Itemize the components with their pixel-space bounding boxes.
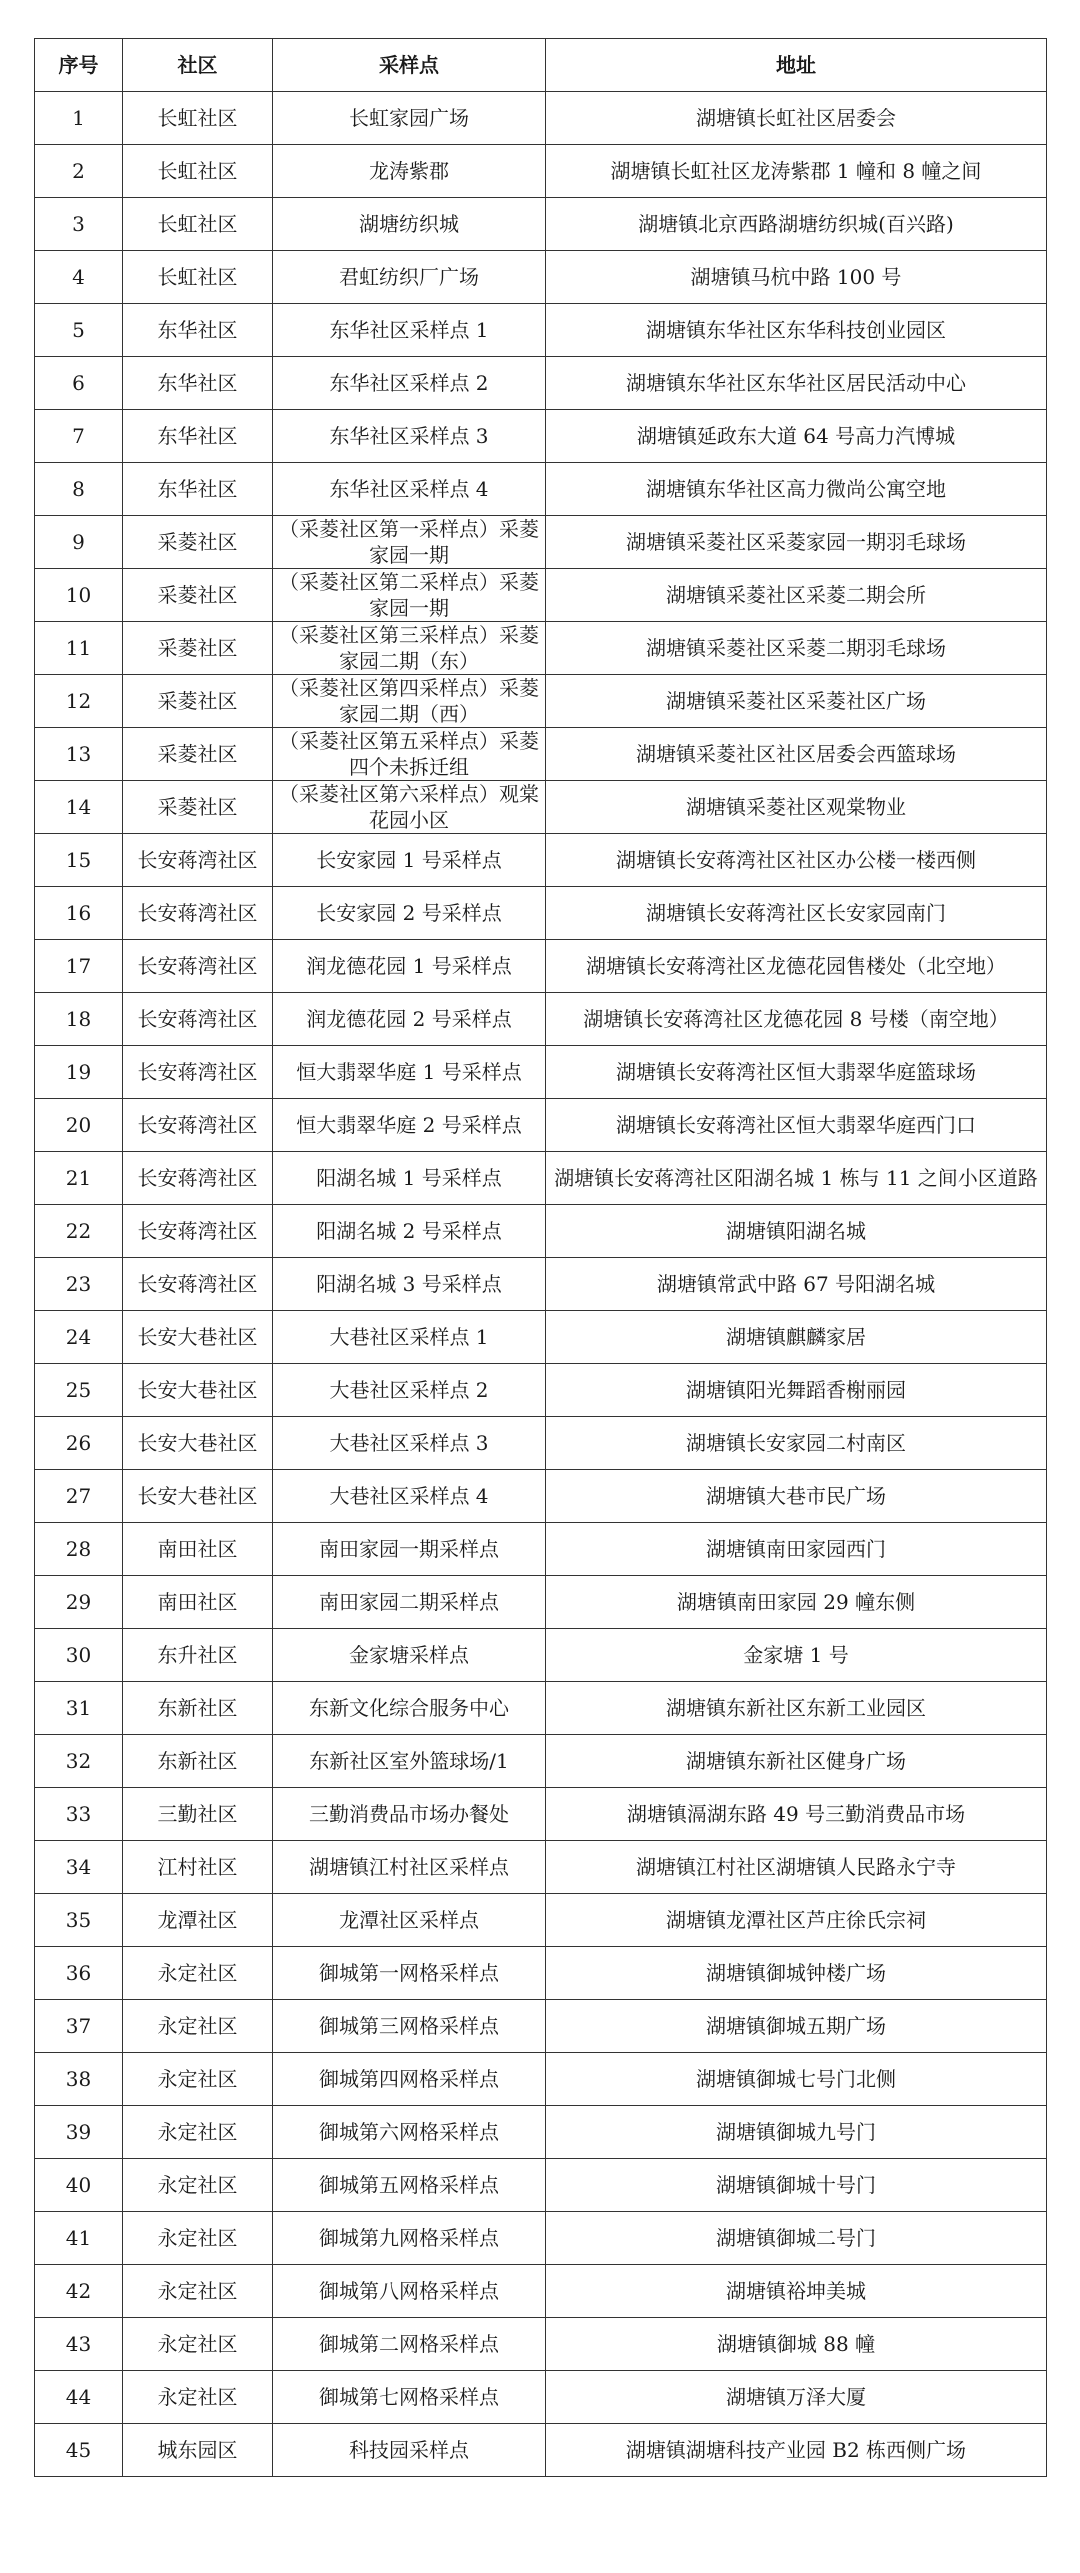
cell-index: 2 <box>35 145 123 198</box>
cell-address: 湖塘镇采菱社区采菱二期羽毛球场 <box>546 622 1047 675</box>
cell-community: 东华社区 <box>123 357 273 410</box>
cell-sampling-point: 东华社区采样点 1 <box>273 304 546 357</box>
cell-community: 龙潭社区 <box>123 1894 273 1947</box>
cell-index: 25 <box>35 1364 123 1417</box>
table-row <box>35 463 1047 516</box>
cell-index: 14 <box>35 781 123 834</box>
cell-index: 40 <box>35 2159 123 2212</box>
cell-address: 金家塘 1 号 <box>546 1629 1047 1682</box>
cell-index: 38 <box>35 2053 123 2106</box>
cell-community: 长安大巷社区 <box>123 1417 273 1470</box>
cell-community: 永定社区 <box>123 2000 273 2053</box>
cell-address: 湖塘镇长安蒋湾社区龙德花园售楼处（北空地） <box>546 940 1047 993</box>
cell-sampling-point: （采菱社区第二采样点）采菱家园一期 <box>273 569 546 622</box>
table-row <box>35 2053 1047 2106</box>
cell-index: 17 <box>35 940 123 993</box>
cell-address: 湖塘镇裕坤美城 <box>546 2265 1047 2318</box>
table-row <box>35 145 1047 198</box>
cell-index: 33 <box>35 1788 123 1841</box>
cell-address: 湖塘镇长虹社区居委会 <box>546 92 1047 145</box>
cell-sampling-point: （采菱社区第三采样点）采菱家园二期（东） <box>273 622 546 675</box>
cell-address: 湖塘镇龙潭社区芦庄徐氏宗祠 <box>546 1894 1047 1947</box>
cell-address: 湖塘镇江村社区湖塘镇人民路永宁寺 <box>546 1841 1047 1894</box>
cell-sampling-point: （采菱社区第一采样点）采菱家园一期 <box>273 516 546 569</box>
cell-index: 9 <box>35 516 123 569</box>
cell-index: 21 <box>35 1152 123 1205</box>
cell-address: 湖塘镇御城九号门 <box>546 2106 1047 2159</box>
cell-community: 采菱社区 <box>123 516 273 569</box>
table-row <box>35 304 1047 357</box>
cell-sampling-point: 大巷社区采样点 1 <box>273 1311 546 1364</box>
cell-community: 长安蒋湾社区 <box>123 1099 273 1152</box>
table-body <box>35 92 1047 2477</box>
cell-address: 湖塘镇阳光舞蹈香榭丽园 <box>546 1364 1047 1417</box>
cell-sampling-point: 南田家园二期采样点 <box>273 1576 546 1629</box>
cell-community: 永定社区 <box>123 2265 273 2318</box>
cell-index: 27 <box>35 1470 123 1523</box>
cell-community: 永定社区 <box>123 2318 273 2371</box>
cell-index: 44 <box>35 2371 123 2424</box>
cell-community: 长安蒋湾社区 <box>123 1258 273 1311</box>
cell-address: 湖塘镇采菱社区采菱社区广场 <box>546 675 1047 728</box>
table-row <box>35 251 1047 304</box>
table-row <box>35 569 1047 622</box>
cell-address: 湖塘镇东新社区东新工业园区 <box>546 1682 1047 1735</box>
cell-index: 23 <box>35 1258 123 1311</box>
cell-community: 长安蒋湾社区 <box>123 993 273 1046</box>
header-community: 社区 <box>123 39 273 92</box>
cell-sampling-point: 大巷社区采样点 3 <box>273 1417 546 1470</box>
table-row <box>35 622 1047 675</box>
cell-community: 东新社区 <box>123 1682 273 1735</box>
cell-address: 湖塘镇采菱社区采菱家园一期羽毛球场 <box>546 516 1047 569</box>
table-row <box>35 2371 1047 2424</box>
table-row <box>35 2106 1047 2159</box>
cell-index: 36 <box>35 1947 123 2000</box>
cell-community: 采菱社区 <box>123 675 273 728</box>
cell-address: 湖塘镇御城 88 幢 <box>546 2318 1047 2371</box>
cell-sampling-point: （采菱社区第六采样点）观棠花园小区 <box>273 781 546 834</box>
table-row <box>35 1311 1047 1364</box>
table-header-row <box>35 39 1047 92</box>
cell-sampling-point: 长虹家园广场 <box>273 92 546 145</box>
cell-community: 东升社区 <box>123 1629 273 1682</box>
cell-index: 20 <box>35 1099 123 1152</box>
cell-sampling-point: 御城第二网格采样点 <box>273 2318 546 2371</box>
cell-community: 东华社区 <box>123 410 273 463</box>
cell-sampling-point: 御城第六网格采样点 <box>273 2106 546 2159</box>
cell-index: 26 <box>35 1417 123 1470</box>
cell-sampling-point: 龙潭社区采样点 <box>273 1894 546 1947</box>
cell-community: 永定社区 <box>123 1947 273 2000</box>
cell-address: 湖塘镇东华社区东华科技创业园区 <box>546 304 1047 357</box>
table-row <box>35 198 1047 251</box>
table-row <box>35 1046 1047 1099</box>
cell-community: 长安蒋湾社区 <box>123 940 273 993</box>
cell-address: 湖塘镇麒麟家居 <box>546 1311 1047 1364</box>
cell-community: 长安蒋湾社区 <box>123 1205 273 1258</box>
cell-address: 湖塘镇长安蒋湾社区阳湖名城 1 栋与 11 之间小区道路 <box>546 1152 1047 1205</box>
cell-index: 12 <box>35 675 123 728</box>
cell-sampling-point: 湖塘镇江村社区采样点 <box>273 1841 546 1894</box>
cell-index: 6 <box>35 357 123 410</box>
cell-address: 湖塘镇御城二号门 <box>546 2212 1047 2265</box>
cell-sampling-point: 御城第五网格采样点 <box>273 2159 546 2212</box>
table-row <box>35 1841 1047 1894</box>
cell-index: 1 <box>35 92 123 145</box>
table-row <box>35 1258 1047 1311</box>
cell-index: 39 <box>35 2106 123 2159</box>
cell-address: 湖塘镇万泽大厦 <box>546 2371 1047 2424</box>
cell-sampling-point: 东华社区采样点 2 <box>273 357 546 410</box>
cell-community: 采菱社区 <box>123 622 273 675</box>
cell-sampling-point: 东华社区采样点 3 <box>273 410 546 463</box>
cell-address: 湖塘镇长安蒋湾社区龙德花园 8 号楼（南空地） <box>546 993 1047 1046</box>
cell-address: 湖塘镇御城五期广场 <box>546 2000 1047 2053</box>
cell-address: 湖塘镇北京西路湖塘纺织城(百兴路) <box>546 198 1047 251</box>
cell-address: 湖塘镇滆湖东路 49 号三勤消费品市场 <box>546 1788 1047 1841</box>
cell-sampling-point: 御城第一网格采样点 <box>273 1947 546 2000</box>
cell-sampling-point: 阳湖名城 1 号采样点 <box>273 1152 546 1205</box>
cell-index: 43 <box>35 2318 123 2371</box>
table-row <box>35 1470 1047 1523</box>
cell-community: 长虹社区 <box>123 145 273 198</box>
cell-community: 采菱社区 <box>123 569 273 622</box>
header-address: 地址 <box>546 39 1047 92</box>
table-row <box>35 1205 1047 1258</box>
cell-sampling-point: 湖塘纺织城 <box>273 198 546 251</box>
cell-sampling-point: 龙涛紫郡 <box>273 145 546 198</box>
table-row <box>35 1947 1047 2000</box>
cell-address: 湖塘镇常武中路 67 号阳湖名城 <box>546 1258 1047 1311</box>
cell-index: 31 <box>35 1682 123 1735</box>
cell-address: 湖塘镇南田家园 29 幢东侧 <box>546 1576 1047 1629</box>
cell-sampling-point: （采菱社区第五采样点）采菱四个未拆迁组 <box>273 728 546 781</box>
cell-index: 42 <box>35 2265 123 2318</box>
table-row <box>35 2159 1047 2212</box>
cell-index: 10 <box>35 569 123 622</box>
table-row <box>35 1788 1047 1841</box>
cell-community: 三勤社区 <box>123 1788 273 1841</box>
table-row <box>35 940 1047 993</box>
cell-sampling-point: 大巷社区采样点 4 <box>273 1470 546 1523</box>
table-row <box>35 781 1047 834</box>
table-row <box>35 1417 1047 1470</box>
cell-index: 32 <box>35 1735 123 1788</box>
cell-index: 41 <box>35 2212 123 2265</box>
cell-address: 湖塘镇长虹社区龙涛紫郡 1 幢和 8 幢之间 <box>546 145 1047 198</box>
table-row <box>35 887 1047 940</box>
cell-community: 城东园区 <box>123 2424 273 2477</box>
cell-community: 长安大巷社区 <box>123 1470 273 1523</box>
cell-sampling-point: （采菱社区第四采样点）采菱家园二期（西） <box>273 675 546 728</box>
cell-community: 南田社区 <box>123 1523 273 1576</box>
table-row <box>35 2000 1047 2053</box>
cell-community: 永定社区 <box>123 2212 273 2265</box>
cell-community: 永定社区 <box>123 2371 273 2424</box>
cell-address: 湖塘镇长安蒋湾社区长安家园南门 <box>546 887 1047 940</box>
cell-community: 江村社区 <box>123 1841 273 1894</box>
cell-address: 湖塘镇阳湖名城 <box>546 1205 1047 1258</box>
cell-community: 长虹社区 <box>123 198 273 251</box>
cell-community: 长虹社区 <box>123 92 273 145</box>
cell-community: 长安蒋湾社区 <box>123 1046 273 1099</box>
cell-sampling-point: 君虹纺织厂广场 <box>273 251 546 304</box>
cell-address: 湖塘镇御城十号门 <box>546 2159 1047 2212</box>
cell-address: 湖塘镇东新社区健身广场 <box>546 1735 1047 1788</box>
cell-sampling-point: 恒大翡翠华庭 2 号采样点 <box>273 1099 546 1152</box>
cell-community: 长虹社区 <box>123 251 273 304</box>
cell-address: 湖塘镇湖塘科技产业园 B2 栋西侧广场 <box>546 2424 1047 2477</box>
cell-index: 15 <box>35 834 123 887</box>
sampling-sites-table <box>34 38 1047 2477</box>
cell-community: 长安蒋湾社区 <box>123 1152 273 1205</box>
header-index: 序号 <box>35 39 123 92</box>
cell-community: 采菱社区 <box>123 728 273 781</box>
cell-community: 永定社区 <box>123 2159 273 2212</box>
cell-sampling-point: 御城第三网格采样点 <box>273 2000 546 2053</box>
table-row <box>35 2424 1047 2477</box>
table-row <box>35 1735 1047 1788</box>
table-row <box>35 92 1047 145</box>
cell-community: 长安大巷社区 <box>123 1364 273 1417</box>
cell-sampling-point: 阳湖名城 3 号采样点 <box>273 1258 546 1311</box>
cell-index: 18 <box>35 993 123 1046</box>
cell-sampling-point: 御城第八网格采样点 <box>273 2265 546 2318</box>
cell-address: 湖塘镇御城钟楼广场 <box>546 1947 1047 2000</box>
table-row <box>35 1364 1047 1417</box>
table-row <box>35 1682 1047 1735</box>
cell-address: 湖塘镇大巷市民广场 <box>546 1470 1047 1523</box>
table-row <box>35 2212 1047 2265</box>
cell-sampling-point: 长安家园 2 号采样点 <box>273 887 546 940</box>
table-row <box>35 2265 1047 2318</box>
cell-sampling-point: 三勤消费品市场办餐处 <box>273 1788 546 1841</box>
cell-address: 湖塘镇采菱社区采菱二期会所 <box>546 569 1047 622</box>
cell-community: 长安蒋湾社区 <box>123 834 273 887</box>
cell-sampling-point: 御城第七网格采样点 <box>273 2371 546 2424</box>
table-row <box>35 728 1047 781</box>
cell-community: 永定社区 <box>123 2106 273 2159</box>
cell-index: 24 <box>35 1311 123 1364</box>
cell-sampling-point: 御城第九网格采样点 <box>273 2212 546 2265</box>
cell-sampling-point: 恒大翡翠华庭 1 号采样点 <box>273 1046 546 1099</box>
cell-sampling-point: 长安家园 1 号采样点 <box>273 834 546 887</box>
cell-index: 3 <box>35 198 123 251</box>
cell-address: 湖塘镇长安蒋湾社区社区办公楼一楼西侧 <box>546 834 1047 887</box>
table-row <box>35 1576 1047 1629</box>
cell-index: 13 <box>35 728 123 781</box>
cell-index: 30 <box>35 1629 123 1682</box>
cell-community: 东新社区 <box>123 1735 273 1788</box>
cell-community: 长安蒋湾社区 <box>123 887 273 940</box>
cell-sampling-point: 大巷社区采样点 2 <box>273 1364 546 1417</box>
sampling-sites-sheet <box>34 38 1046 2477</box>
cell-sampling-point: 阳湖名城 2 号采样点 <box>273 1205 546 1258</box>
cell-address: 湖塘镇马杭中路 100 号 <box>546 251 1047 304</box>
cell-address: 湖塘镇东华社区东华社区居民活动中心 <box>546 357 1047 410</box>
table-row <box>35 1099 1047 1152</box>
header-sampling-point: 采样点 <box>273 39 546 92</box>
cell-address: 湖塘镇采菱社区观棠物业 <box>546 781 1047 834</box>
cell-index: 19 <box>35 1046 123 1099</box>
table-row <box>35 675 1047 728</box>
table-row <box>35 993 1047 1046</box>
table-row <box>35 516 1047 569</box>
cell-sampling-point: 南田家园一期采样点 <box>273 1523 546 1576</box>
cell-address: 湖塘镇延政东大道 64 号高力汽博城 <box>546 410 1047 463</box>
cell-community: 东华社区 <box>123 304 273 357</box>
cell-index: 8 <box>35 463 123 516</box>
table-row <box>35 1523 1047 1576</box>
cell-index: 7 <box>35 410 123 463</box>
table-row <box>35 834 1047 887</box>
cell-address: 湖塘镇长安家园二村南区 <box>546 1417 1047 1470</box>
cell-index: 37 <box>35 2000 123 2053</box>
cell-sampling-point: 金家塘采样点 <box>273 1629 546 1682</box>
cell-address: 湖塘镇长安蒋湾社区恒大翡翠华庭篮球场 <box>546 1046 1047 1099</box>
cell-community: 永定社区 <box>123 2053 273 2106</box>
cell-index: 16 <box>35 887 123 940</box>
cell-address: 湖塘镇御城七号门北侧 <box>546 2053 1047 2106</box>
cell-community: 长安大巷社区 <box>123 1311 273 1364</box>
cell-index: 34 <box>35 1841 123 1894</box>
cell-address: 湖塘镇南田家园西门 <box>546 1523 1047 1576</box>
cell-address: 湖塘镇长安蒋湾社区恒大翡翠华庭西门口 <box>546 1099 1047 1152</box>
cell-index: 29 <box>35 1576 123 1629</box>
cell-address: 湖塘镇采菱社区社区居委会西篮球场 <box>546 728 1047 781</box>
cell-sampling-point: 东华社区采样点 4 <box>273 463 546 516</box>
table-row <box>35 1894 1047 1947</box>
cell-sampling-point: 东新社区室外篮球场/1 <box>273 1735 546 1788</box>
table-row <box>35 357 1047 410</box>
table-row <box>35 1152 1047 1205</box>
table-row <box>35 410 1047 463</box>
cell-sampling-point: 科技园采样点 <box>273 2424 546 2477</box>
cell-community: 东华社区 <box>123 463 273 516</box>
cell-index: 45 <box>35 2424 123 2477</box>
cell-index: 22 <box>35 1205 123 1258</box>
cell-sampling-point: 润龙德花园 2 号采样点 <box>273 993 546 1046</box>
table-row <box>35 1629 1047 1682</box>
cell-index: 5 <box>35 304 123 357</box>
cell-community: 南田社区 <box>123 1576 273 1629</box>
cell-sampling-point: 御城第四网格采样点 <box>273 2053 546 2106</box>
cell-index: 28 <box>35 1523 123 1576</box>
cell-index: 4 <box>35 251 123 304</box>
cell-address: 湖塘镇东华社区高力微尚公寓空地 <box>546 463 1047 516</box>
cell-sampling-point: 东新文化综合服务中心 <box>273 1682 546 1735</box>
cell-index: 11 <box>35 622 123 675</box>
table-row <box>35 2318 1047 2371</box>
cell-index: 35 <box>35 1894 123 1947</box>
cell-sampling-point: 润龙德花园 1 号采样点 <box>273 940 546 993</box>
cell-community: 采菱社区 <box>123 781 273 834</box>
